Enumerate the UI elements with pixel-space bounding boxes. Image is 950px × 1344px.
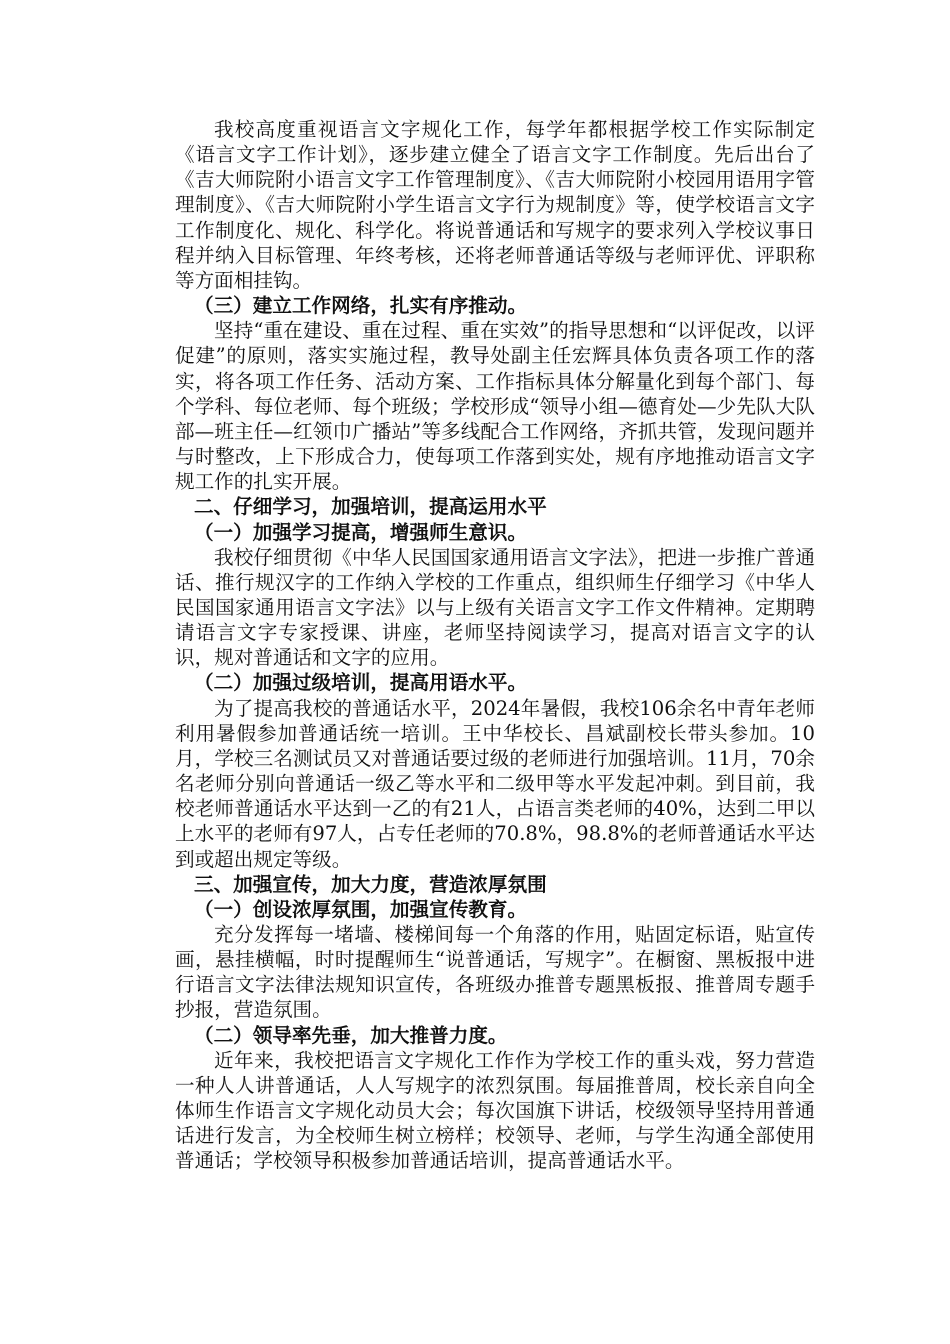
section-heading-leadership: （二）领导率先垂，加大推普力度。 — [194, 1023, 508, 1047]
section-heading-atmosphere: （一）创设浓厚氛围，加强宣传教育。 — [194, 897, 528, 921]
paragraph-strengthen-study: 我校仔细贯彻《中华人民国国家通用语言文字法》，把进一步推广普通话、推行规汉字的工作纳入学校的工作重点，组织师生仔细学习《中华人民国国家通用语言文字法》以与上级有关语言文字工作文件精神。定期聘请语言文字专家授课、讲座，老师坚持阅读学习，提高对语言文字的认识，规对普通话和文字的应用。 — [175, 545, 815, 670]
section-heading-work-network: （三）建立工作网络，扎实有序推动。 — [194, 294, 528, 318]
chapter-heading-publicity: 三、加强宣传，加大力度，营造浓厚氛围 — [194, 872, 547, 896]
paragraph-atmosphere: 充分发挥每一堵墙、楼梯间每一个角落的作用，贴固定标语，贴宣传画，悬挂横幅，时时提醒师生“说普通话，写规字”。在橱窗、黑板报中进行语言文字法律法规知识宣传，各班级办推普专题黑板报、推普周专题手抄报，营造氛围。 — [175, 923, 815, 1022]
section-heading-strengthen-study: （一）加强学习提高，增强师生意识。 — [194, 520, 528, 544]
paragraph-work-network: 坚持“重在建设、重在过程、重在实效”的指导思想和“以评促改，以评促建”的原则，落实实施过程，教导处副主任宏辉具体负责各项工作的落实，将各项工作任务、活动方案、工作指标具体分解量化到每个部门、每个学科、每位老师、每个班级；学校形成“领导小组—德育处—少先队大队部—班主任—红领巾广播站”等多线配合工作网络，齐抓共管，发现问题并与时整改，上下形成合力，使每项工作落到实处，规有序地推动语言文字规工作的扎实开展。 — [175, 319, 815, 494]
paragraph-leadership: 近年来，我校把语言文字规化工作作为学校工作的重头戏，努力营造一种人人讲普通话，人人写规字的浓烈氛围。每届推普周，校长亲自向全体师生作语言文字规化动员大会；每次国旗下讲话，校级领导坚持用普通话进行发言，为全校师生树立榜样；校领导、老师，与学生沟通全部使用普通话；学校领导积极参加普通话培训，提高普通话水平。 — [175, 1048, 815, 1173]
chapter-heading-study-training: 二、仔细学习，加强培训，提高运用水平 — [194, 495, 547, 519]
paragraph-regulations: 我校高度重视语言文字规化工作，每学年都根据学校工作实际制定《语言文字工作计划》，逐步建立健全了语言文字工作制度。先后出台了《吉大师院附小语言文字工作管理制度》、《吉大师院附小校园用语用字管理制度》、《吉大师院附小学生语言文字行为规制度》等，使学校语言文字工作制度化、规化、科学化。将说普通话和写规字的要求列入学校议事日程并纳入目标管理、年终考核，还将老师普通话等级与老师评优、评职称等方面相挂钩。 — [175, 118, 815, 292]
paragraph-level-training: 为了提高我校的普通话水平，2024年暑假，我校106余名中青年老师利用暑假参加普通话统一培训。王中华校长、昌斌副校长带头参加。10月，学校三名测试员又对普通话要过级的老师进行加强培训。11月，70余名老师分别向普通话一级乙等水平和二级甲等水平发起冲刺。到目前，我校老师普通话水平达到一乙的有21人，占语言类老师的40%，达到二甲以上水平的老师有97人，占专任老师的70.8%，98.8%的老师普通话水平达到或超出规定等级。 — [175, 696, 815, 871]
section-heading-level-training: （二）加强过级培训，提高用语水平。 — [194, 671, 528, 695]
document-body — [175, 117, 815, 1174]
